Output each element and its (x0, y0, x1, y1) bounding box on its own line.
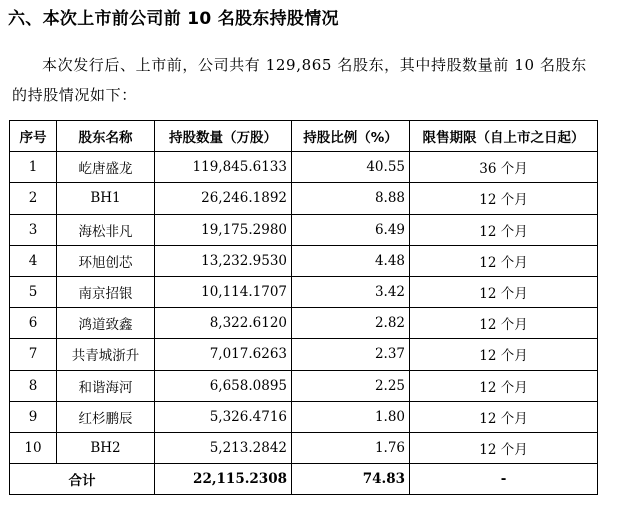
lockup-period: 12 个月 (410, 276, 598, 307)
total-row (10, 464, 598, 495)
row-index: 4 (10, 245, 57, 276)
lockup-period: 12 个月 (410, 245, 598, 276)
shareholder-name: 鸿道致鑫 (57, 308, 155, 339)
share-ratio: 40.55 (292, 152, 410, 183)
lockup-period: 12 个月 (410, 183, 598, 214)
share-ratio: 6.49 (292, 214, 410, 245)
share-count: 5,326.4716 (155, 401, 292, 432)
share-count: 5,213.2842 (155, 432, 292, 463)
lockup-period: 12 个月 (410, 214, 598, 245)
share-count: 119,845.6133 (155, 152, 292, 183)
share-ratio: 2.25 (292, 370, 410, 401)
header-shareholder-name: 股东名称 (57, 121, 155, 152)
share-count: 19,175.2980 (155, 214, 292, 245)
row-index: 6 (10, 308, 57, 339)
table-row (10, 152, 598, 183)
share-ratio: 8.88 (292, 183, 410, 214)
table-body (10, 152, 598, 495)
header-lockup: 限售期限（自上市之日起） (410, 121, 598, 152)
share-count: 6,658.0895 (155, 370, 292, 401)
shareholder-name: BH2 (57, 432, 155, 463)
total-label: 合计 (10, 464, 155, 495)
row-index: 8 (10, 370, 57, 401)
share-ratio: 1.76 (292, 432, 410, 463)
row-index: 2 (10, 183, 57, 214)
table-row (10, 308, 598, 339)
shareholder-name: 和谐海河 (57, 370, 155, 401)
shareholder-name: 红杉鹏辰 (57, 401, 155, 432)
share-ratio: 2.37 (292, 339, 410, 370)
share-ratio: 1.80 (292, 401, 410, 432)
table-header-row (10, 121, 598, 152)
total-shares: 22,115.2308 (155, 464, 292, 495)
shareholder-name: BH1 (57, 183, 155, 214)
lockup-period: 12 个月 (410, 339, 598, 370)
share-ratio: 4.48 (292, 245, 410, 276)
share-count: 13,232.9530 (155, 245, 292, 276)
shareholder-name: 海松非凡 (57, 214, 155, 245)
share-count: 8,322.6120 (155, 308, 292, 339)
header-index: 序号 (10, 121, 57, 152)
shareholder-name: 共青城浙升 (57, 339, 155, 370)
intro-paragraph: 本次发行后、上市前，公司共有 129,865 名股东，其中持股数量前 10 名股东的持股情况如下： (12, 56, 587, 104)
lockup-period: 12 个月 (410, 370, 598, 401)
row-index: 7 (10, 339, 57, 370)
table-row (10, 245, 598, 276)
row-index: 1 (10, 152, 57, 183)
shareholder-name: 环旭创芯 (57, 245, 155, 276)
row-index: 9 (10, 401, 57, 432)
table-row (10, 339, 598, 370)
total-ratio: 74.83 (292, 464, 410, 495)
header-shares: 持股数量（万股） (155, 121, 292, 152)
lockup-period: 36 个月 (410, 152, 598, 183)
shareholder-name: 南京招银 (57, 276, 155, 307)
shareholders-table (9, 120, 598, 495)
table-row (10, 214, 598, 245)
lockup-period: 12 个月 (410, 308, 598, 339)
table-row (10, 370, 598, 401)
shareholder-name: 屹唐盛龙 (57, 152, 155, 183)
section-heading: 六、本次上市前公司前 10 名股东持股情况 (8, 9, 339, 29)
lockup-period: 12 个月 (410, 401, 598, 432)
share-count: 26,246.1892 (155, 183, 292, 214)
share-ratio: 2.82 (292, 308, 410, 339)
table-row (10, 401, 598, 432)
row-index: 10 (10, 432, 57, 463)
lockup-period: 12 个月 (410, 432, 598, 463)
table-row (10, 432, 598, 463)
share-count: 7,017.6263 (155, 339, 292, 370)
row-index: 5 (10, 276, 57, 307)
row-index: 3 (10, 214, 57, 245)
share-count: 10,114.1707 (155, 276, 292, 307)
total-lockup: - (410, 464, 598, 495)
table-row (10, 276, 598, 307)
table-row (10, 183, 598, 214)
header-ratio: 持股比例（%） (292, 121, 410, 152)
share-ratio: 3.42 (292, 276, 410, 307)
